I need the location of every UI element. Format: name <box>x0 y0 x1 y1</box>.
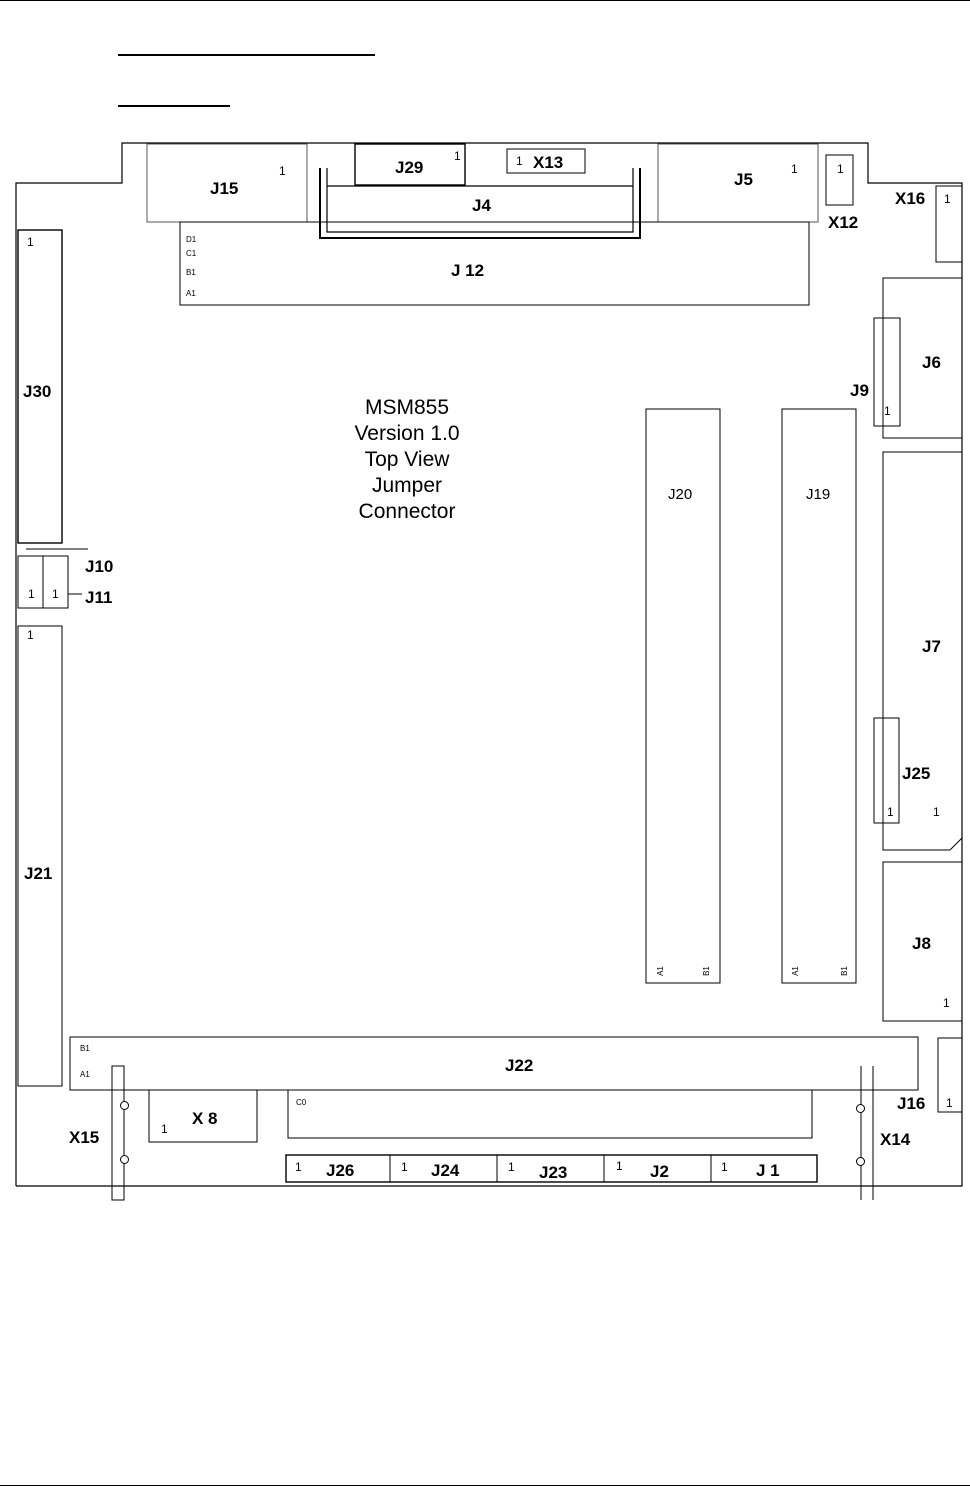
j22-row-a1: A1 <box>80 1070 90 1079</box>
label-j30: J30 <box>23 382 52 401</box>
c0-outline <box>288 1090 812 1138</box>
board-outline <box>16 143 962 1186</box>
title-line-1: MSM855 <box>364 396 450 419</box>
title-line-3: Top View <box>364 448 450 471</box>
label-x12: X12 <box>828 213 859 232</box>
label-x15: X15 <box>69 1128 100 1147</box>
j20-a1: A1 <box>655 966 665 976</box>
pin1-j15: 1 <box>279 164 286 178</box>
x15-hole-top <box>120 1101 129 1110</box>
label-j11: J11 <box>85 588 113 607</box>
label-j24: J24 <box>431 1161 460 1180</box>
pin1-j24: 1 <box>401 1160 408 1174</box>
label-x16: X16 <box>895 189 926 208</box>
pin1-j7: 1 <box>933 805 940 819</box>
j19-a1: A1 <box>790 966 800 976</box>
label-j16: J16 <box>897 1094 926 1113</box>
j12-outline <box>180 222 809 305</box>
pin1-j29: 1 <box>454 149 461 163</box>
pin1-j1: 1 <box>721 1160 728 1174</box>
x14-hole-top <box>856 1104 865 1113</box>
j19-b1: B1 <box>839 966 849 976</box>
x15-hole-bottom <box>120 1155 129 1164</box>
label-j23: J23 <box>539 1163 568 1182</box>
label-j22: J22 <box>505 1056 534 1075</box>
label-x14: X14 <box>880 1130 911 1149</box>
label-j4: J4 <box>472 196 491 215</box>
pin1-j16: 1 <box>946 1096 953 1110</box>
pin1-j2: 1 <box>616 1159 623 1173</box>
pin1-j23: 1 <box>508 1160 515 1174</box>
label-j21: J21 <box>24 864 53 883</box>
label-j26: J26 <box>326 1161 355 1180</box>
label-j25: J25 <box>902 764 931 783</box>
label-j29: J29 <box>395 158 424 177</box>
j22-row-b1: B1 <box>80 1044 90 1053</box>
j21-outline <box>18 626 62 1086</box>
pin1-j10: 1 <box>28 587 35 601</box>
j12-row-d1: D1 <box>186 235 197 244</box>
board-title <box>307 395 507 525</box>
j22-outline <box>70 1037 918 1090</box>
label-j19: J19 <box>806 486 831 503</box>
j12-row-b1: B1 <box>186 268 196 277</box>
title-line-4: Jumper <box>371 474 443 497</box>
pin1-x8: 1 <box>161 1122 168 1136</box>
pin1-j9: 1 <box>884 404 891 418</box>
label-j2: J2 <box>650 1162 669 1181</box>
label-x13: X13 <box>533 153 564 172</box>
label-j8: J8 <box>912 934 931 953</box>
label-j20: J20 <box>668 486 693 503</box>
x14-hole-bottom <box>856 1157 865 1166</box>
j20-b1: B1 <box>701 966 711 976</box>
label-j7: J7 <box>922 637 941 656</box>
pin1-j21: 1 <box>27 628 34 642</box>
pin1-x12: 1 <box>837 162 844 176</box>
pin1-j30: 1 <box>27 235 34 249</box>
pin1-j26: 1 <box>295 1160 302 1174</box>
label-j1: J 1 <box>756 1161 780 1180</box>
title-line-2: Version 1.0 <box>354 422 460 445</box>
pin1-j5: 1 <box>791 162 798 176</box>
label-j10: J10 <box>85 557 114 576</box>
x15-rail <box>112 1066 124 1200</box>
pin1-x13: 1 <box>516 154 523 168</box>
pin1-x16: 1 <box>944 192 951 206</box>
label-j5: J5 <box>734 170 753 189</box>
label-j12: J 12 <box>451 261 485 280</box>
j12-row-c1: C1 <box>186 249 197 258</box>
label-j9: J9 <box>850 381 869 400</box>
pin1-j11: 1 <box>52 587 59 601</box>
title-line-5: Connector <box>358 500 456 523</box>
label-j6: J6 <box>922 353 941 372</box>
j12-row-a1: A1 <box>186 289 196 298</box>
label-j15: J15 <box>210 179 239 198</box>
c0-label: C0 <box>296 1098 307 1107</box>
label-x8: X 8 <box>192 1109 218 1128</box>
pin1-j25: 1 <box>887 805 894 819</box>
pin1-j8: 1 <box>943 996 950 1010</box>
